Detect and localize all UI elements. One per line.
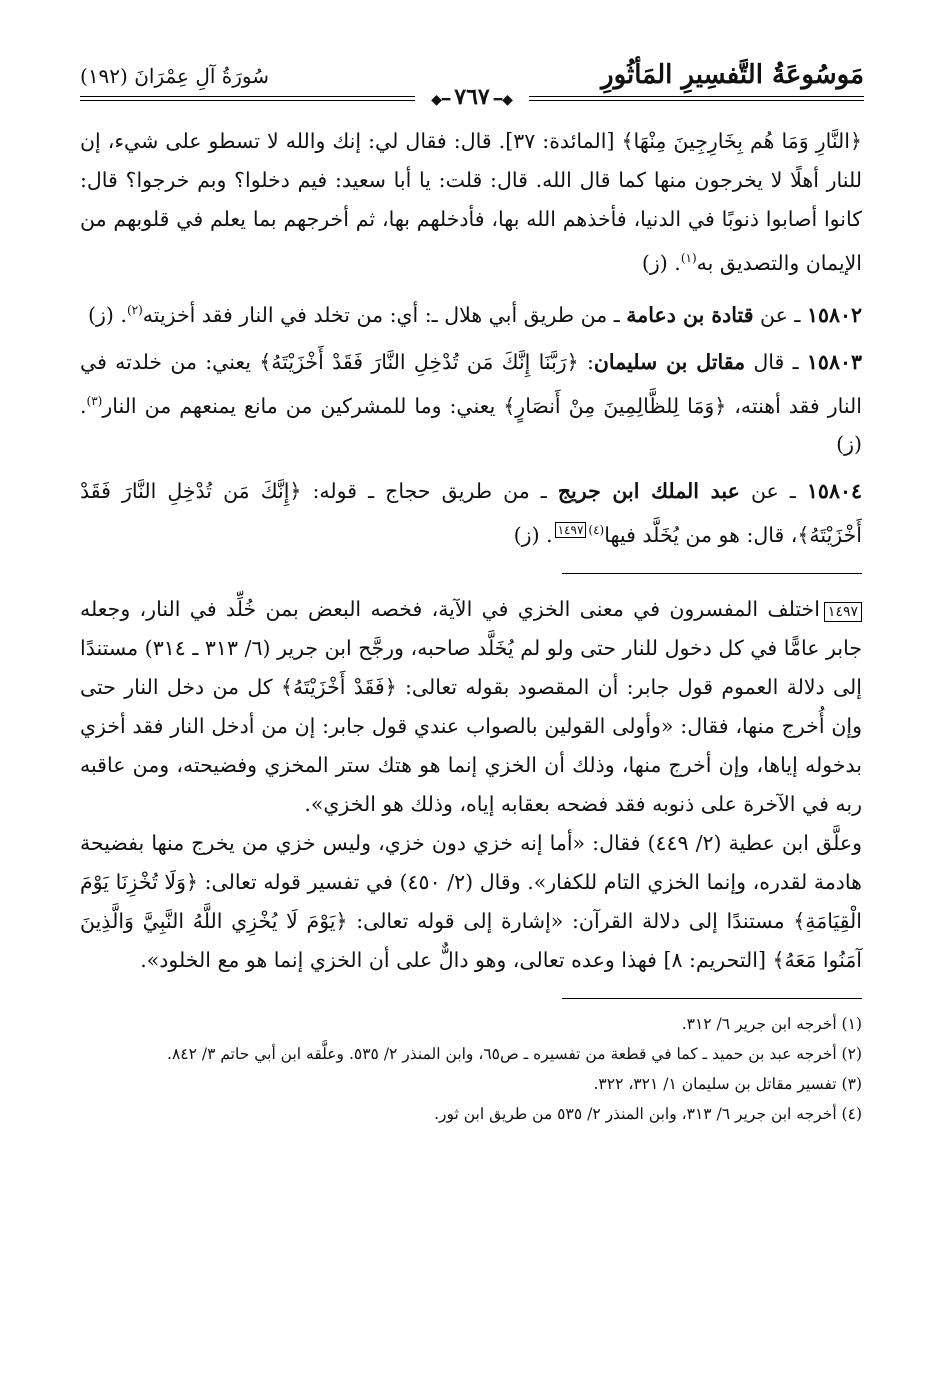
entry-number: ١٥٨٠٢: [806, 302, 862, 327]
page-header: [80, 58, 864, 110]
entry-text: ـ من طريق أبي هلال ـ: أي: من تخلد في النار فقد أخزيته: [142, 302, 620, 327]
entry-number: ١٥٨٠٤: [806, 479, 862, 504]
footnote-2: (٢) أخرجه عبد بن حميد ـ كما في قطعة من تفسيره ـ ص٦٥، وابن المنذر ٢/ ٥٣٥. وعلَّقه ابن أبي حاتم ٣/ ٨٤٢.: [167, 1045, 862, 1064]
entry-15803: ١٥٨٠٣ ـ قال مقاتل بن سليمان: ﴿رَبَّنَا إِنَّكَ مَن تُدْخِلِ النَّارَ فَقَدْ أَخْزَيْتَهُ﴾ يعني: من خلدته في النار فقد أهنته، ﴿وَمَا لِلظَّالِمِينَ مِنْ أَنصَارٍ﴾ يعني: وما للمشركين من مانع يمنعهم من النار$^{(٣)}$. (ز): [80, 349, 862, 457]
commentary-ref-box[interactable]: ١٤٩٧: [555, 522, 587, 538]
entry-narrator: قتادة بن دعامة: [626, 302, 754, 327]
commentary-separator: [562, 573, 862, 574]
continued-paragraph: [80, 122, 862, 283]
entry-15802: ١٥٨٠٢ ـ عن قتادة بن دعامة ـ من طريق أبي هلال ـ: أي: من تخلد في النار فقد أخزيته$^{(٢)}$. (ز): [88, 302, 862, 327]
entry-lead: قال: [753, 349, 785, 374]
commentary-paragraph-1: [80, 590, 862, 824]
entry-15804: ١٥٨٠٤ ـ عن عبد الملك ابن جريج ـ من طريق حجاج ـ قوله: ﴿إِنَّكَ مَن تُدْخِلِ النَّارَ فَقَدْ أَخْزَيْتَهُ﴾، قال: هو من يُخَلَّد فيها$^{(٤)}$١٤٩٧. (ز): [80, 479, 862, 548]
entry-tail: . (ز): [513, 523, 553, 548]
footnote-marker: (١): [680, 251, 697, 265]
book-title: مَوسُوعَةُ التَّفسِيرِ المَأثُورِ: [601, 60, 864, 90]
entry-lead: عن: [760, 302, 788, 327]
footnote-3: (٣) تفسير مقاتل بن سليمان ١/ ٣٢١، ٣٢٢.: [593, 1075, 862, 1094]
footnotes-separator: [562, 998, 862, 999]
commentary-number-box: ١٤٩٧: [824, 602, 862, 622]
entry-tail: . (ز): [88, 302, 127, 327]
page-number: ٧٦٧: [454, 84, 490, 110]
footnote-marker: (٣): [86, 393, 103, 408]
commentary-paragraph-2: [80, 824, 862, 980]
surah-label: سُورَةُ آلِ عِمْرَانَ (١٩٢): [80, 64, 270, 88]
footnote-4: (٤) أخرجه ابن جرير ٦/ ٣١٣، وابن المنذر ٢/ ٥٣٥ من طريق ابن ثور.: [434, 1105, 862, 1124]
commentary-text: اختلف المفسرون في معنى الخزي في الآية، فخصه البعض بمن خُلِّد في النار، وجعله جابر عامًّا في كل دخول للنار حتى ولو لم يُخَلَّد صاحبه، ورجَّح ابن جرير (٦/ ٣١٣ ـ ٣١٤) مستندًا إلى دلالة العموم قول جابر: أن المقصود بقوله تعالى: ﴿فَقَدْ أَخْزَيْتَهُ﴾ كل من دخل النار حتى وإن أُخرج منها، فقال: «وأولى القولين بالصواب عندي قول جابر: إن من أدخل النار فقد أخزي بدخوله إياها، وإن أخرج منها، وذلك أن الخزي إنما هو هتك ستر المخزي وفضيحته، ومن عاقبه ربه في الآخرة على ذنوبه فقد فضحه بعقابه إياه، وذلك هو الخزي».: [80, 597, 862, 817]
main-content: [80, 122, 862, 1129]
entry-text: : ﴿رَبَّنَا إِنَّكَ مَن تُدْخِلِ النَّارَ فَقَدْ أَخْزَيْتَهُ﴾ يعني: من خلدته في النار فقد أهنته، ﴿وَمَا لِلظَّالِمِينَ مِنْ أَنصَارٍ﴾ يعني: وما للمشركين من مانع يمنعهم من النار: [80, 349, 862, 418]
paragraph-text: ﴿النَّارِ وَمَا هُم بِخَارِجِينَ مِنْهَا﴾ [المائدة: ٣٧]. قال: فقال لي: إنك والله لا تسطو على شيء، إن للنار أهلًا لا يخرجون منها كما قال الله. قال: قلت: يا أبا سعيد: فيم دخلوا؟ وبم خرجوا؟ قال: كانوا أصابوا ذنوبًا في الدنيا، فأخذهم الله بها، فأدخلهم بها، ثم أخرجهم بما يعلم في قلوبهم من الإيمان والتصديق به: [80, 129, 862, 275]
ornament-icon: ━◆: [431, 92, 451, 108]
entry-narrator: عبد الملك ابن جريج: [557, 479, 740, 504]
entry-lead: عن: [750, 479, 779, 504]
entry-narrator: مقاتل بن سليمان: [593, 349, 746, 374]
footnote-marker: (٢): [126, 302, 143, 317]
entry-text: ـ من طريق حجاج ـ قوله: ﴿إِنَّكَ مَن تُدْخِلِ النَّارَ فَقَدْ أَخْزَيْتَهُ﴾، قال: هو من يُخَلَّد فيها: [80, 479, 862, 548]
ornament-icon: ◆━: [493, 92, 513, 108]
entry-tail: . (ز): [80, 393, 862, 457]
footnote-marker: (٤): [588, 523, 605, 538]
footnote-1: (١) أخرجه ابن جرير ٦/ ٣١٢.: [681, 1015, 862, 1034]
page-number-block: [415, 84, 529, 110]
paragraph-tail: . (ز): [641, 250, 681, 275]
entry-number: ١٥٨٠٣: [806, 349, 862, 374]
commentary-text: وعلَّق ابن عطية (٢/ ٤٤٩) فقال: «أما إنه خزي دون خزي، وليس خزي من يخرج منها بفضيحة هادمة لقدره، وإنما الخزي التام للكفار». وقال (٢/ ٤٥٠) في تفسير قوله تعالى: ﴿وَلَا تُخْزِنَا يَوْمَ الْقِيَامَةِ﴾ مستندًا إلى دلالة القرآن: «إشارة إلى قوله تعالى: ﴿يَوْمَ لَا يُخْزِي اللَّهُ النَّبِيَّ وَالَّذِينَ آمَنُوا مَعَهُ﴾ [التحريم: ٨] فهذا وعده تعالى، وهو دالٌّ على أن الخزي إنما هو مع الخلود».: [80, 831, 862, 973]
